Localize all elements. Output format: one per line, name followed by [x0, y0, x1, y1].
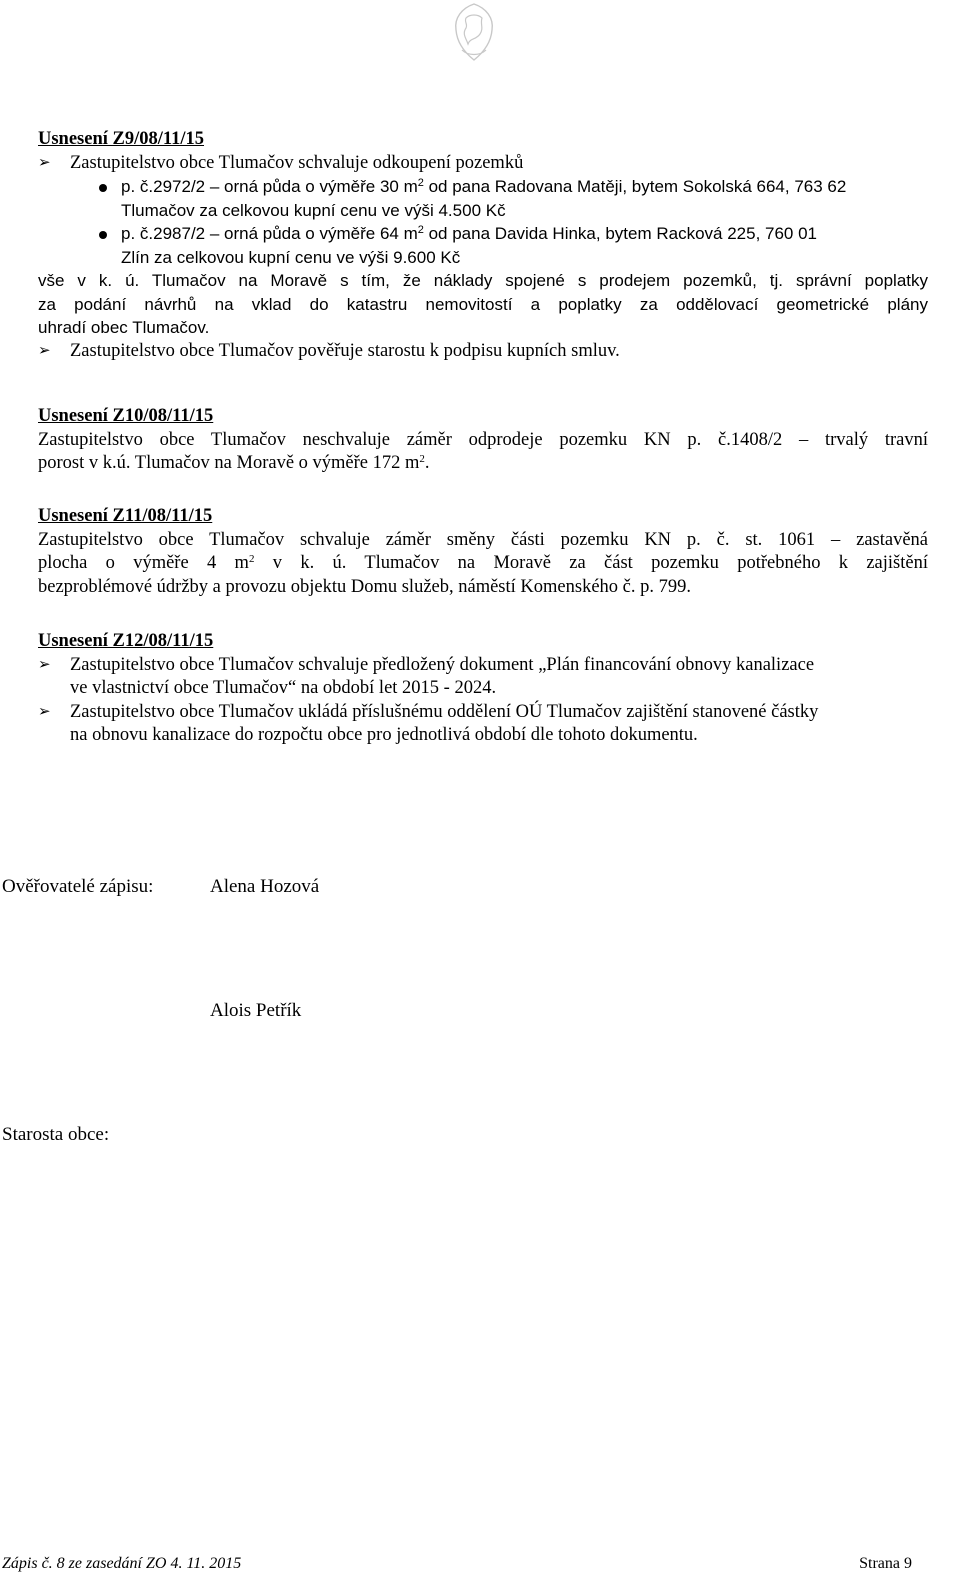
resolution-title: Usnesení Z10/08/11/15 — [38, 406, 214, 426]
mayor-label: Starosta obce: — [2, 1124, 110, 1145]
list-item: p. č.2972/2 – orná půda o výměře 30 $m^2$ od pana Radovana Matěji, bytem Sokolská 664, 763 62 Tlumačov za celkovou kupní cenu ve výši 4.500 Kč — [38, 175, 928, 222]
paragraph-line: vše v k. ú. Tlumačov na Moravě s tím, že náklady spojené s prodejem pozemků, tj. správní poplatky — [38, 271, 928, 290]
page-number: Strana 9 — [859, 1555, 912, 1572]
paragraph-line: porost v k.ú. Tlumačov na Moravě o výměře 172 $m^2$. — [38, 453, 430, 473]
resolution-item: ➢ Zastupitelstvo obce Tlumačov schvaluje předložený dokument „Plán financování obnovy kanalizace ve vlastnictví obce Tlumačov“ na období let 2015 - 2024. — [38, 654, 815, 698]
paragraph-line: bezproblémové údržby a provozu objektu Domu služeb, náměstí Komenského č. p. 799. — [38, 576, 691, 597]
list-item: p. č.2987/2 – orná půda o výměře 64 $m^2$ od pana Davida Hinka, bytem Racková 225, 760 01 Zlín za celkovou kupní cenu ve výši 9.600 Kč — [38, 222, 928, 269]
resolution-z10 — [38, 405, 928, 476]
resolution-z11 — [38, 505, 928, 599]
verifier-name: Alois Petřík — [210, 1000, 302, 1021]
resolution-title: Usnesení Z12/08/11/15 — [38, 631, 214, 651]
resolution-item: ➢ Zastupitelstvo obce Tlumačov schvaluje odkoupení pozemků — [38, 152, 928, 176]
arrowhead-bullet-icon: ➢ — [38, 342, 51, 359]
round-bullet-icon — [38, 175, 121, 222]
paragraph-line: plocha o výměře 4 $m^2$ v k. ú. Tlumačov na Moravě za část pozemku potřebného k zajištění — [38, 553, 928, 573]
arrowhead-bullet-icon: ➢ — [38, 703, 51, 720]
verifier-name: Alena Hozová — [210, 876, 320, 897]
arrowhead-bullet-icon: ➢ — [38, 656, 51, 673]
paragraph-line: za podání návrhů na vklad do katastru nemovitostí a poplatky za oddělovací geometrické plány — [38, 294, 928, 314]
resolution-title: Usnesení Z9/08/11/15 — [38, 129, 205, 149]
paragraph-line: uhradí obec Tlumačov. — [38, 318, 210, 337]
coat-of-arms-watermark-icon — [444, 0, 504, 70]
round-bullet-icon — [38, 222, 121, 269]
arrowhead-bullet-icon: ➢ — [38, 154, 51, 171]
verifiers-label: Ověřovatelé zápisu: — [2, 876, 154, 897]
resolution-z9 — [38, 128, 928, 363]
resolution-title: Usnesení Z11/08/11/15 — [38, 506, 213, 526]
resolution-item: ➢ Zastupitelstvo obce Tlumačov pověřuje starostu k podpisu kupních smluv. — [38, 340, 928, 364]
resolution-z12 — [38, 630, 928, 748]
footer-document-info: Zápis č. 8 ze zasedání ZO 4. 11. 2015 — [2, 1555, 242, 1572]
paragraph-line: Zastupitelstvo obce Tlumačov schvaluje záměr směny části pozemku KN p. č. st. 1061 – zastavěná — [38, 529, 928, 550]
resolution-item: ➢ Zastupitelstvo obce Tlumačov ukládá příslušnému oddělení OÚ Tlumačov zajištění stanovené částky na obnovu kanalizace do rozpočtu obce pro jednotlivá období dle tohoto dokumentu. — [38, 701, 819, 745]
paragraph-line: Zastupitelstvo obce Tlumačov neschvaluje záměr odprodeje pozemku KN p. č.1408/2 – trvalý travní — [38, 429, 928, 450]
